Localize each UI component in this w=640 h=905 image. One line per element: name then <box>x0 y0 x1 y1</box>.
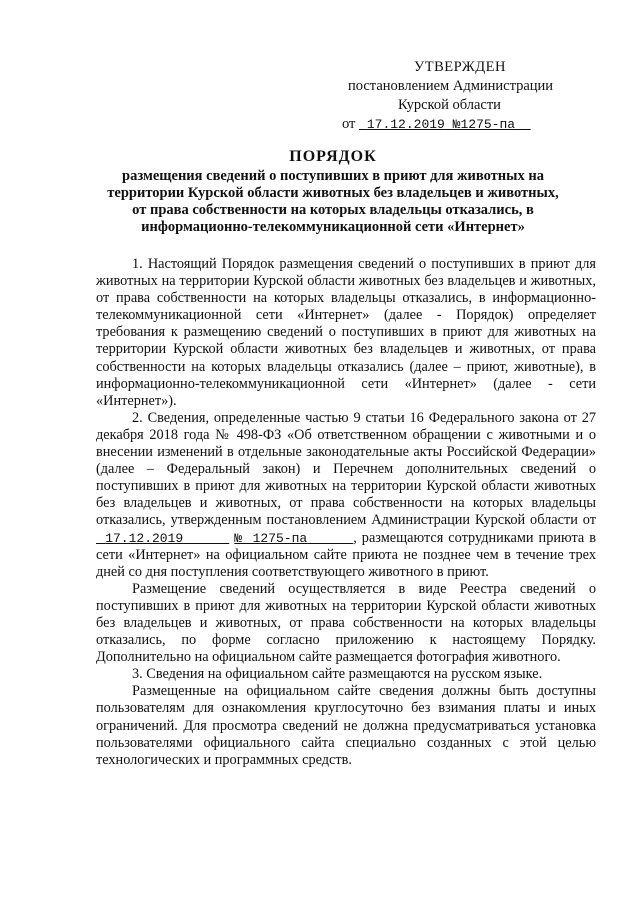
approval-line-2: постановлением Администрации <box>348 78 554 94</box>
paragraph-2 <box>96 410 596 581</box>
approval-stamp <box>338 58 598 134</box>
approval-line-3: Курской области <box>398 97 501 113</box>
approval-prefix: от <box>342 116 356 132</box>
paragraph-2-text: 2. Сведения, определенные частью 9 статьи 16 Федерального закона от 27 декабря 2018 года № 498-ФЗ «Об ответственном обращении с животными и о внесении изменений в отдельные законодательные акты Российской Федерации» (далее – Федеральный закон) и Перечнем дополнительных сведений о поступивших в приют для животных на территории Курской области животных без владельцев и животных, от права собственности на которых владельцы отказались, утвержденным постановлением Администрации Курской области от <box>96 409 596 529</box>
approval-title: УТВЕРЖДЕН <box>414 59 506 75</box>
approval-number: №1275-па <box>452 117 516 132</box>
heading-line-2: территории Курской области животных без владельцев и животных, <box>107 185 559 201</box>
paragraph-2-tail: , размещаются сотрудниками приюта в сети «Интернет» на официальном сайте приюта не позднее чем в течение трех дней со дня поступления соответствующего животного в приют. <box>96 529 596 580</box>
paragraph-4: 3. Сведения на официальном сайте размещаются на русском языке. <box>132 666 543 683</box>
document-heading <box>98 148 568 236</box>
document-body <box>96 256 596 769</box>
paragraph-5: Размещенные на официальном сайте сведения должны быть доступны пользователям для ознакомления круглосуточно без взимания платы и иных ограничений. Для просмотра сведений не должна предусматриваться установка пользователями официального сайта специально созданных с этой целью технологических и программных средств. <box>96 683 596 768</box>
heading-line-3: от права собственности на которых владельцы отказались, в <box>132 202 534 218</box>
heading-title: ПОРЯДОК <box>289 148 377 165</box>
heading-line-1: размещения сведений о поступивших в приют для животных на <box>122 168 544 184</box>
approval-date: 17.12.2019 <box>366 117 445 132</box>
paragraph-1: 1. Настоящий Порядок размещения сведений о поступивших в приют для животных на территории Курской области животных без владельцев и животных, от права собственности на которых владельцы отказались, в информационно-телекоммуникационной сети «Интернет» (далее - Порядок) определяет требования к размещению сведений о поступивших в приют для животных на территории Курской области животных без владельцев и животных, от права собственности на которых владельцы отказались (далее – приют, животные), в информационно-телекоммуникационной сети «Интернет» (далее - сети «Интернет»). <box>96 256 596 409</box>
heading-line-4: информационно-телекоммуникационной сети «Интернет» <box>141 219 525 235</box>
paragraph-3: Размещение сведений осуществляется в виде Реестра сведений о поступивших в приют для животных на территории Курской области животных без владельцев и животных, от права собственности на которых владельцы отказались, по форме согласно приложению к настоящему Порядку. Дополнительно на официальном сайте размещается фотография животного. <box>96 580 596 666</box>
approval-line-4 <box>338 115 598 134</box>
paragraph-2-date: 17.12.2019 <box>105 530 184 546</box>
paragraph-2-number: № 1275-па <box>234 530 308 546</box>
